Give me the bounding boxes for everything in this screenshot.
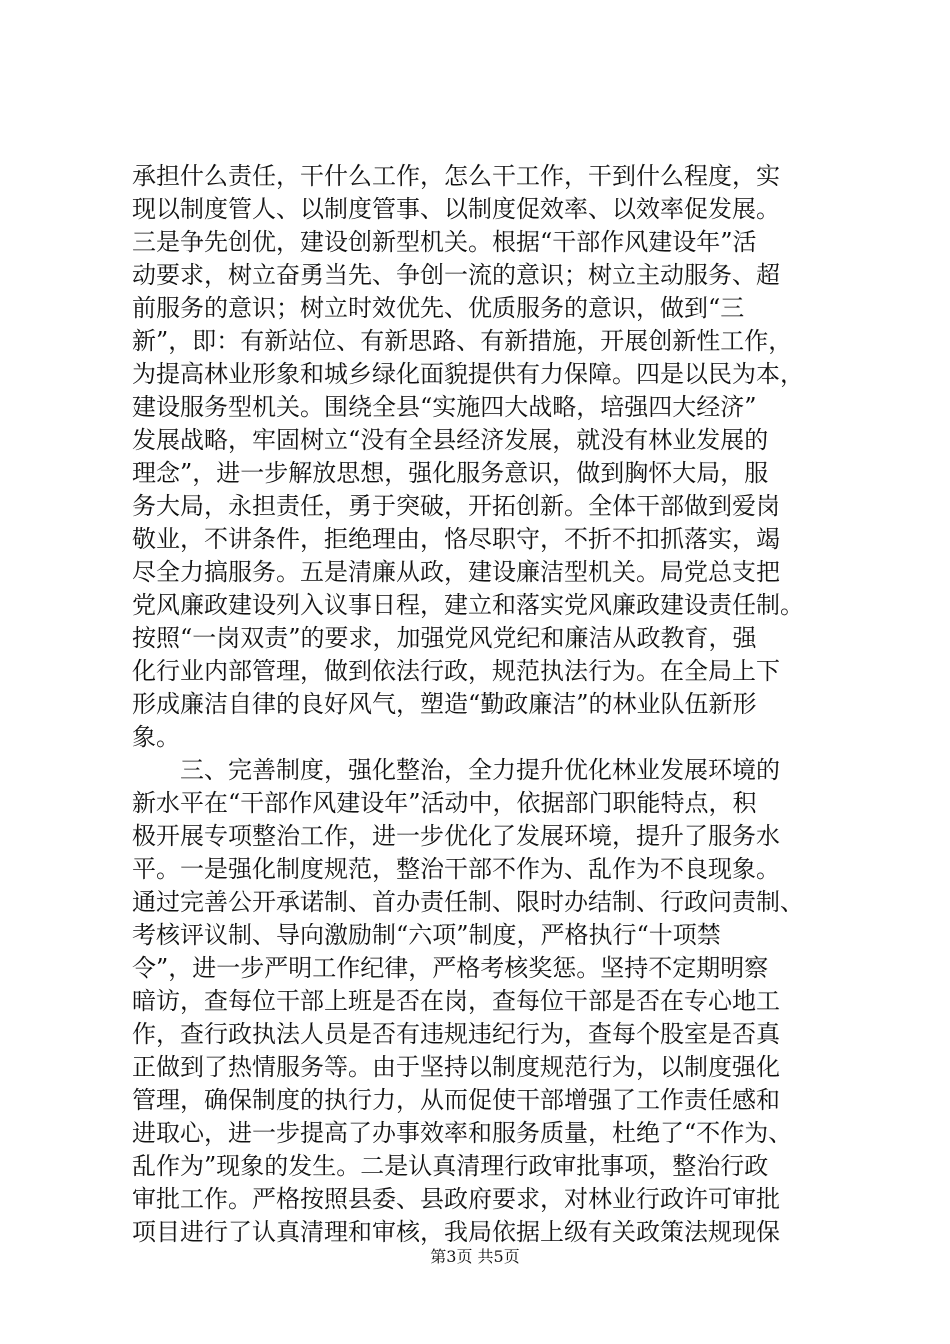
text-line: 新水平在“干部作风建设年”活动中，依据部门职能特点，积 <box>132 789 757 817</box>
text-line: 平。一是强化制度规范，整治干部不作为、乱作为不良现象。 <box>132 855 780 883</box>
text-line: 三、完善制度，强化整治，全力提升优化林业发展环境的 <box>132 756 780 784</box>
text-line: 进取心，进一步提高了办事效率和服务质量，杜绝了“不作为、 <box>132 1119 793 1147</box>
text-line: 现以制度管人、以制度管事、以制度促效率、以效率促发展。 <box>132 195 780 223</box>
text-line: 尽全力搞服务。五是清廉从政，建设廉洁型机关。局党总支把 <box>132 558 780 586</box>
text-line: 令”，进一步严明工作纪律，严格考核奖惩。坚持不定期明察 <box>132 954 769 982</box>
text-line: 前服务的意识；树立时效优先、优质服务的意识，做到“三 <box>132 294 745 322</box>
text-line: 暗访，查每位干部上班是否在岗，查每位干部是否在专心地工 <box>132 987 780 1015</box>
text-line: 理念”，进一步解放思想，强化服务意识，做到胸怀大局，服 <box>132 459 769 487</box>
text-line: 三是争先创优，建设创新型机关。根据“干部作风建设年”活 <box>132 228 757 256</box>
text-line: 通过完善公开承诺制、首办责任制、限时办结制、行政问责制、 <box>132 888 804 916</box>
text-line: 承担什么责任，干什么工作，怎么干工作，干到什么程度，实 <box>132 162 780 190</box>
text-line: 审批工作。严格按照县委、县政府要求，对林业行政许可审批 <box>132 1185 780 1213</box>
text-line: 形成廉洁自律的良好风气，塑造“勤政廉洁”的林业队伍新形 <box>132 690 757 718</box>
text-line: 按照“一岗双责”的要求，加强党风党纪和廉洁从政教育，强 <box>132 624 757 652</box>
text-line: 象。 <box>132 723 180 751</box>
text-line: 乱作为”现象的发生。二是认真清理行政审批事项，整治行政 <box>132 1152 769 1180</box>
text-line: 党风廉政建设列入议事日程，建立和落实党风廉政建设责任制。 <box>132 591 804 619</box>
text-line: 作，查行政执法人员是否有违规违纪行为，查每个股室是否真 <box>132 1020 780 1048</box>
text-line: 管理，确保制度的执行力，从而促使干部增强了工作责任感和 <box>132 1086 780 1114</box>
text-line: 建设服务型机关。围绕全县“实施四大战略，培强四大经济” <box>132 393 757 421</box>
text-line: 项目进行了认真清理和审核，我局依据上级有关政策法规现保 <box>132 1218 780 1246</box>
text-line: 动要求，树立奋勇当先、争创一流的意识；树立主动服务、超 <box>132 261 780 289</box>
text-line: 正做到了热情服务等。由于坚持以制度规范行为，以制度强化 <box>132 1053 780 1081</box>
body-text <box>132 160 832 1249</box>
text-line: 敬业，不讲条件，拒绝理由，恪尽职守，不折不扣抓落实，竭 <box>132 525 780 553</box>
text-line: 为提高林业形象和城乡绿化面貌提供有力保障。四是以民为本， <box>132 360 804 388</box>
text-line: 极开展专项整治工作，进一步优化了发展环境，提升了服务水 <box>132 822 780 850</box>
text-line: 新”，即：有新站位、有新思路、有新措施，开展创新性工作， <box>132 327 793 355</box>
text-line: 化行业内部管理，做到依法行政，规范执法行为。在全局上下 <box>132 657 780 685</box>
text-line: 考核评议制、导向激励制“六项”制度，严格执行“十项禁 <box>132 921 721 949</box>
page-footer: 第3页 共5页 <box>430 1247 520 1266</box>
text-line: 发展战略，牢固树立“没有全县经济发展，就没有林业发展的 <box>132 426 769 454</box>
text-line: 务大局，永担责任，勇于突破，开拓创新。全体干部做到爱岗 <box>132 492 780 520</box>
